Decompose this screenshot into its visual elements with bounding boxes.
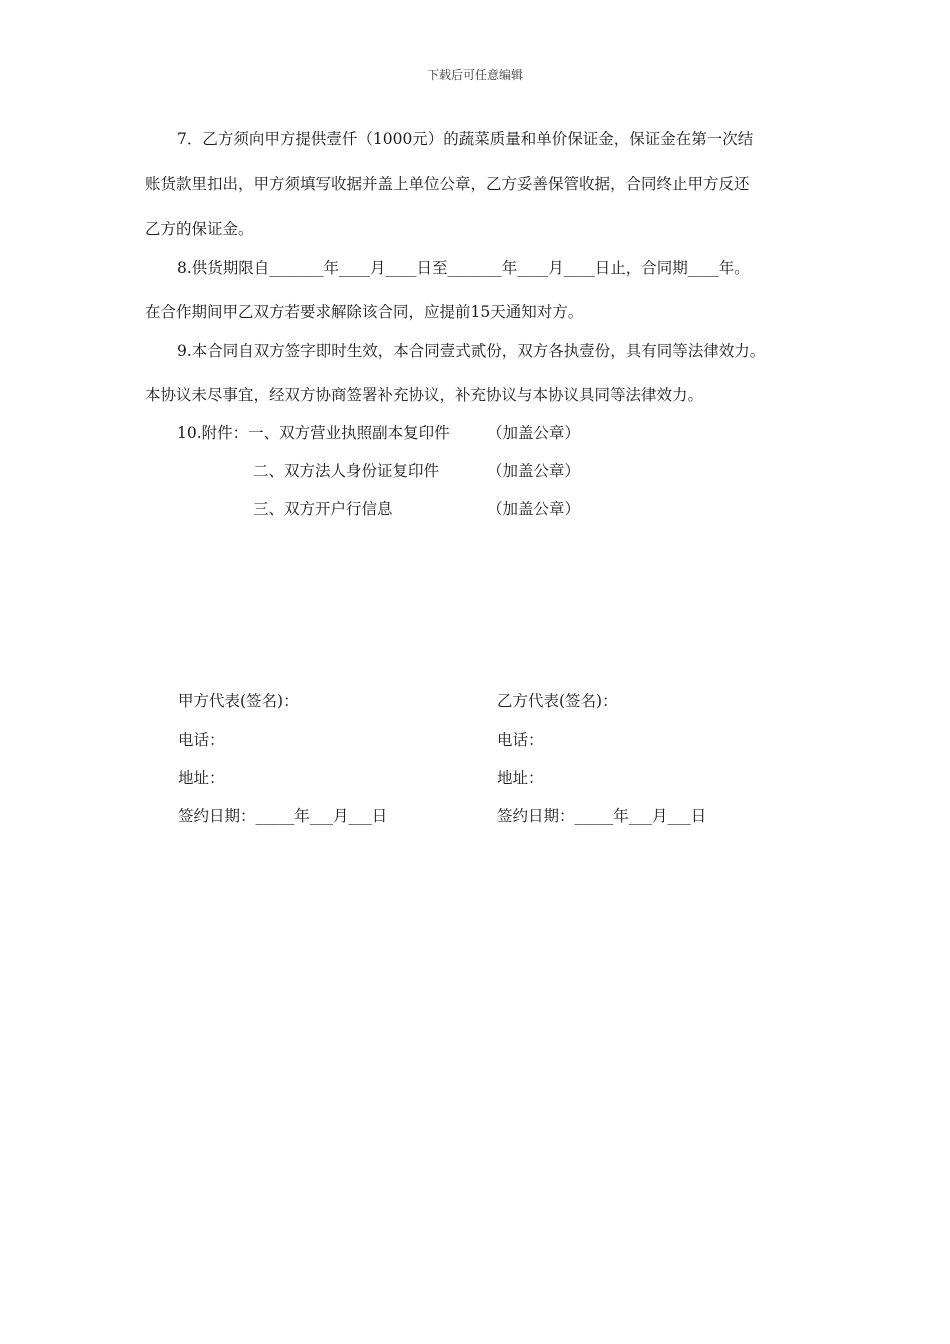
party-b-phone-label: 电话： xyxy=(497,731,544,749)
attachment-item-3: 三、双方开户行信息 xyxy=(253,500,393,518)
clause-7-line-1: 7．乙方须向甲方提供壹仟（1000元）的蔬菜质量和单价保证金，保证金在第一次结 xyxy=(177,130,754,148)
attachment-stamp-3: （加盖公章） xyxy=(487,500,581,518)
attachment-stamp-2: （加盖公章） xyxy=(487,462,581,480)
party-a-phone-label: 电话： xyxy=(178,731,225,749)
party-a-date-label: 签约日期：_____年___月___日 xyxy=(178,807,388,825)
party-b-date-label: 签约日期：_____年___月___日 xyxy=(497,807,707,825)
party-a-address-label: 地址： xyxy=(178,769,225,787)
clause-7-line-2: 账货款里扣出，甲方须填写收据并盖上单位公章，乙方妥善保管收据，合同终止甲方反还 xyxy=(145,175,750,193)
party-b-address-label: 地址： xyxy=(497,769,544,787)
clause-9-line-1: 9.本合同自双方签字即时生效，本合同壹式贰份，双方各执壹份，具有同等法律效力。 xyxy=(177,342,766,360)
attachment-item-2: 二、双方法人身份证复印件 xyxy=(253,462,440,480)
clause-9-line-2: 本协议未尽事宜，经双方协商签署补充协议，补充协议与本协议具同等法律效力。 xyxy=(145,386,704,404)
party-a-rep-label: 甲方代表(签名)： xyxy=(178,692,299,710)
party-b-rep-label: 乙方代表(签名)： xyxy=(497,692,618,710)
clause-8-line-2: 在合作期间甲乙双方若要求解除该合同，应提前15天通知对方。 xyxy=(145,303,584,321)
clause-8-line-1: 8.供货期限自_______年____月____日至_______年____月____日止，合同期____年。 xyxy=(177,259,750,277)
attachment-stamp-1: （加盖公章） xyxy=(487,424,581,442)
attachment-item-1: 10.附件：一、双方营业执照副本复印件 xyxy=(177,424,450,442)
page-header: 下载后可任意编辑 xyxy=(426,68,523,82)
clause-7-line-3: 乙方的保证金。 xyxy=(145,220,254,238)
